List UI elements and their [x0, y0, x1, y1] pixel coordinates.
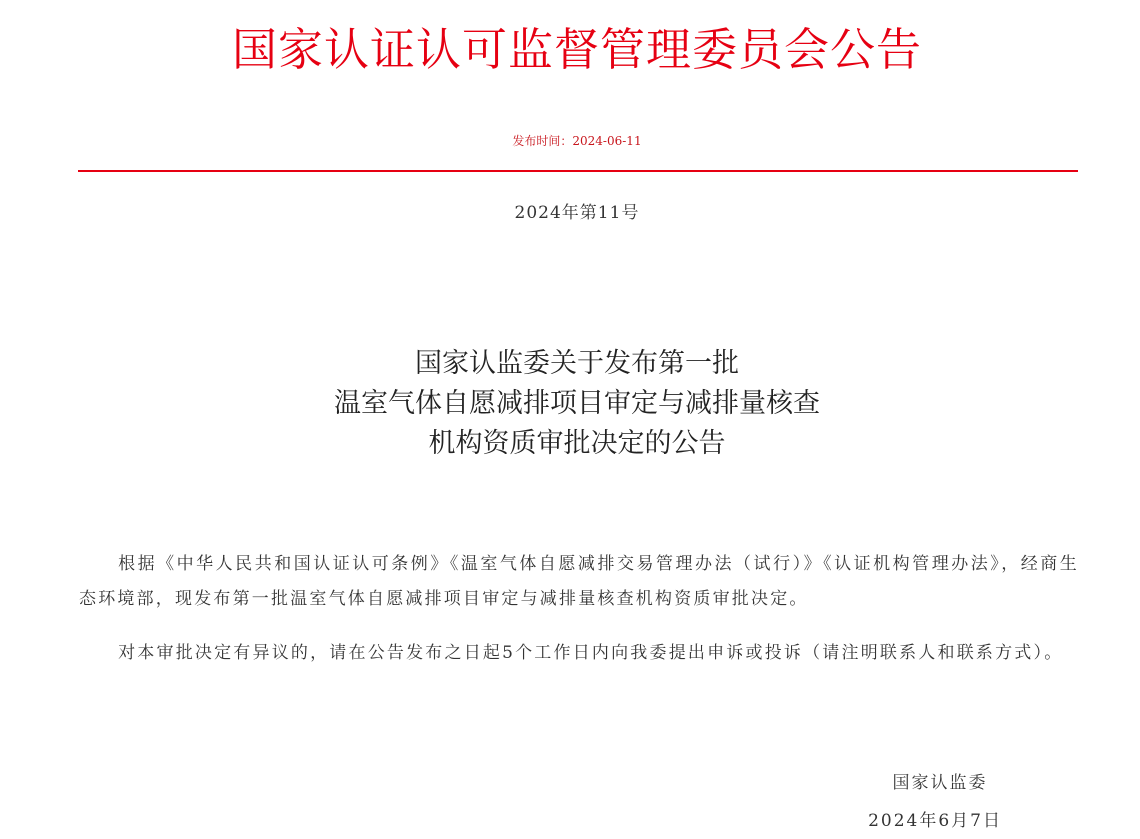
signature-block	[868, 770, 1002, 834]
notice-title	[0, 344, 1140, 464]
header-divider	[78, 170, 1078, 172]
signature-date: 2024年6月7日	[868, 811, 1002, 831]
notice-title-line: 温室气体自愿减排项目审定与减排量核查	[334, 388, 820, 419]
page-title: 国家认证认可监督管理委员会公告	[231, 23, 922, 76]
signature-org: 国家认监委	[892, 773, 988, 793]
publish-time: 发布时间：2024-06-11	[512, 134, 642, 148]
body-paragraph: 根据《中华人民共和国认证认可条例》《温室气体自愿减排交易管理办法（试行）》《认证机构管理办法》，经商生态环境部，现发布第一批温室气体自愿减排项目审定与减排量核查机构资质审批决定。	[79, 554, 1079, 609]
notice-title-line: 机构资质审批决定的公告	[428, 428, 726, 459]
notice-body	[79, 547, 1079, 691]
notice-title-line: 国家认监委关于发布第一批	[415, 348, 739, 379]
document-number: 2024年第11号	[514, 203, 640, 223]
body-paragraph: 对本审批决定有异议的，请在公告发布之日起5个工作日内向我委提出申诉或投诉（请注明联系人和联系方式）。	[118, 643, 1064, 663]
